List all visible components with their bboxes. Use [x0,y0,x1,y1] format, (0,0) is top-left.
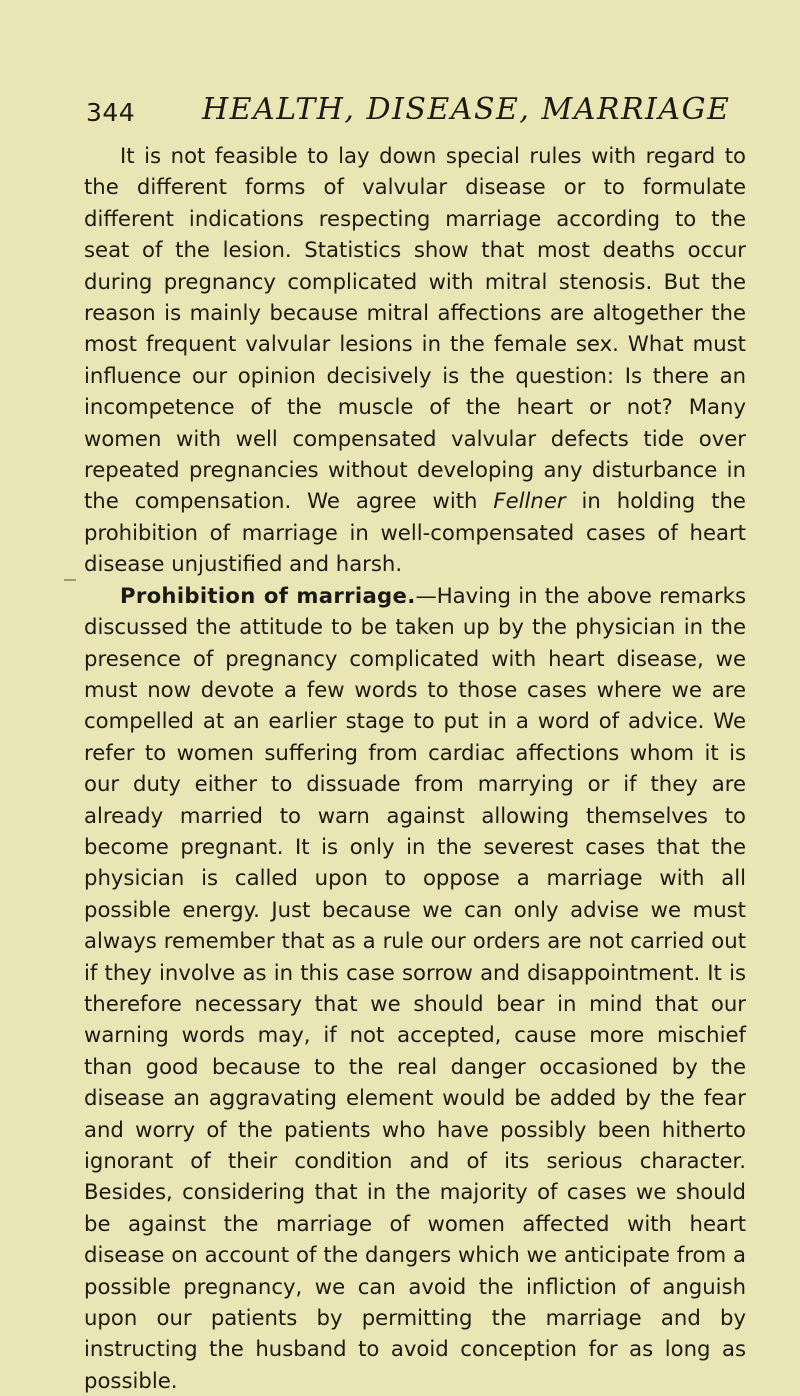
page-header [82,92,742,136]
paragraph-2-text: —Having in the above remarks discussed the attitude to be taken up by the physician in the presence of pregnancy complicated with heart disease, we must now devote a few words to those cases where we are compelled at an earlier stage to put in a word of advice. We refer to women suffering from cardiac affections whom it is our duty either to dissuade from marrying or if they are already married to warn against allowing themselves to become pregnant. It is only in the severest cases that the physician is called upon to oppose a marriage with all possible energy. Just because we can only advise we must always remember that as a rule our orders are not carried out if they involve as in this case sorrow and disappointment. It is therefore necessary that we should bear in mind that our warning words may, if not accepted, cause more mischief than good because to the real danger occasioned by the disease an aggravating element would be added by the fear and worry of the patients who have possibly been hitherto ignorant of their condition and of its serious character. Besides, considering that in the majority of cases we should be against the marriage of women affected with heart disease on account of the dangers which we anticipate from a possible pregnancy, we can avoid the infliction of anguish upon our patients by permitting the marriage and by instructing the husband to avoid conception for as long as possible. [84,582,746,1393]
section-heading: Prohibition of marriage. [120,582,416,608]
author-name: Fellner [493,488,566,514]
paragraph-1-text-a: It is not feasible to lay down special rules with regard to the different forms of valvular disease or to formulate different indications respecting marriage according to the seat of the lesion. Statistics show that most deaths occur during pregnancy complicated with mitral stenosis. But the reason is mainly because mitral affections are altogether the most frequent valvular lesions in the female sex. What must influence our opinion decisively is the question: Is there an incompetence of the muscle of the heart or not? Many women with well compensated valvular defects tide over repeated pregnancies without developing any disturbance in the compensation. We agree with [84,143,746,514]
paragraph-1 [84,140,746,580]
paragraph-1-text-b: in holding the prohibition of marriage in well-compensated cases of heart disease unjustified and harsh. [84,488,746,577]
margin-mark [64,579,76,581]
body-text [84,140,746,1396]
paragraph-2 [84,580,746,1396]
running-title: HEALTH, DISEASE, MARRIAGE [202,92,731,127]
page-number: 344 [86,98,136,127]
